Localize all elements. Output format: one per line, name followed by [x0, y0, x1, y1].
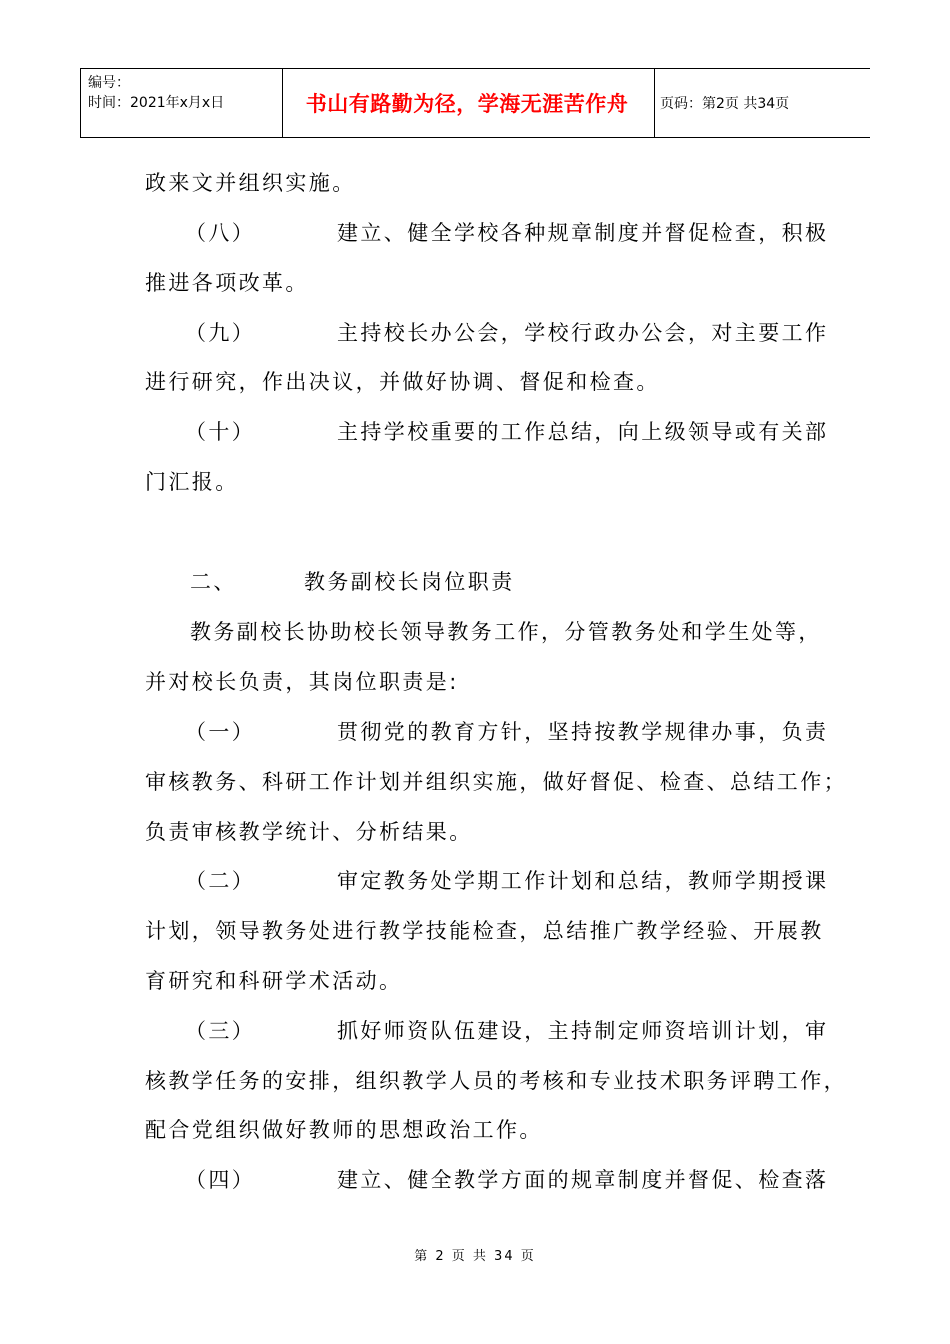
- item-8-label: （八）: [185, 221, 256, 245]
- item-2-cont-2: 育研究和科研学术活动。: [145, 969, 403, 993]
- item-3: [185, 1016, 865, 1046]
- item-8: [185, 218, 865, 248]
- item-2-text: 审定教务处学期工作计划和总结，教师学期授课: [337, 869, 829, 893]
- item-2-label: （二）: [185, 869, 256, 893]
- item-3-text: 抓好师资队伍建设，主持制定师资培训计划，审: [337, 1019, 829, 1043]
- item-2: [185, 866, 865, 896]
- intro-line-2: 并对校长负责，其岗位职责是:: [145, 670, 459, 694]
- header-motto: 书山有路勤为径，学海无涯苦作舟: [305, 92, 629, 116]
- item-9: [185, 318, 865, 348]
- item-10-cont: 门汇报。: [145, 470, 239, 494]
- item-1-cont-1: 审核教务、科研工作计划并组织实施，做好督促、检查、总结工作；: [145, 770, 847, 794]
- item-10-label: （十）: [185, 420, 256, 444]
- header-number: 编号：: [88, 75, 130, 91]
- item-1-cont-2: 负责审核教学统计、分析结果。: [145, 820, 473, 844]
- body-line: 政来文并组织实施。: [145, 171, 356, 195]
- item-4: [185, 1165, 865, 1195]
- page-footer: 第 2 页 共 34 页: [414, 1249, 536, 1264]
- header-border-left: [80, 69, 81, 137]
- item-4-label: （四）: [185, 1168, 256, 1192]
- section-2-title: 教务副校长岗位职责: [304, 570, 515, 594]
- item-9-text: 主持校长办公会，学校行政办公会，对主要工作: [337, 321, 829, 345]
- item-2-cont-1: 计划，领导教务处进行教学技能检查，总结推广教学经验、开展教: [145, 919, 824, 943]
- section-2-number: 二、: [190, 570, 237, 594]
- header-date: 时间：2021年x月x日: [88, 95, 225, 111]
- item-3-label: （三）: [185, 1019, 256, 1043]
- document-header: [80, 68, 870, 138]
- item-1: [185, 717, 865, 747]
- item-10-text: 主持学校重要的工作总结，向上级领导或有关部: [337, 420, 829, 444]
- item-4-text: 建立、健全教学方面的规章制度并督促、检查落: [337, 1168, 829, 1192]
- item-8-text: 建立、健全学校各种规章制度并督促检查，积极: [337, 221, 829, 245]
- header-meta: [88, 73, 224, 113]
- header-page-info: 页码：第2页 共34页: [660, 96, 790, 112]
- item-9-cont: 进行研究，作出决议，并做好协调、督促和检查。: [145, 370, 660, 394]
- item-1-label: （一）: [185, 720, 256, 744]
- intro-line-1: 教务副校长协助校长领导教务工作，分管教务处和学生处等，: [190, 620, 822, 644]
- item-10: [185, 417, 865, 447]
- item-1-text: 贯彻党的教育方针，坚持按教学规律办事，负责: [337, 720, 829, 744]
- item-3-cont-2: 配合党组织做好教师的思想政治工作。: [145, 1118, 543, 1142]
- item-9-label: （九）: [185, 321, 256, 345]
- item-8-cont: 推进各项改革。: [145, 271, 309, 295]
- header-divider-2: [654, 69, 655, 137]
- section-2-heading: [190, 567, 870, 597]
- item-3-cont-1: 核教学任务的安排，组织教学人员的考核和专业技术职务评聘工作，: [145, 1069, 847, 1093]
